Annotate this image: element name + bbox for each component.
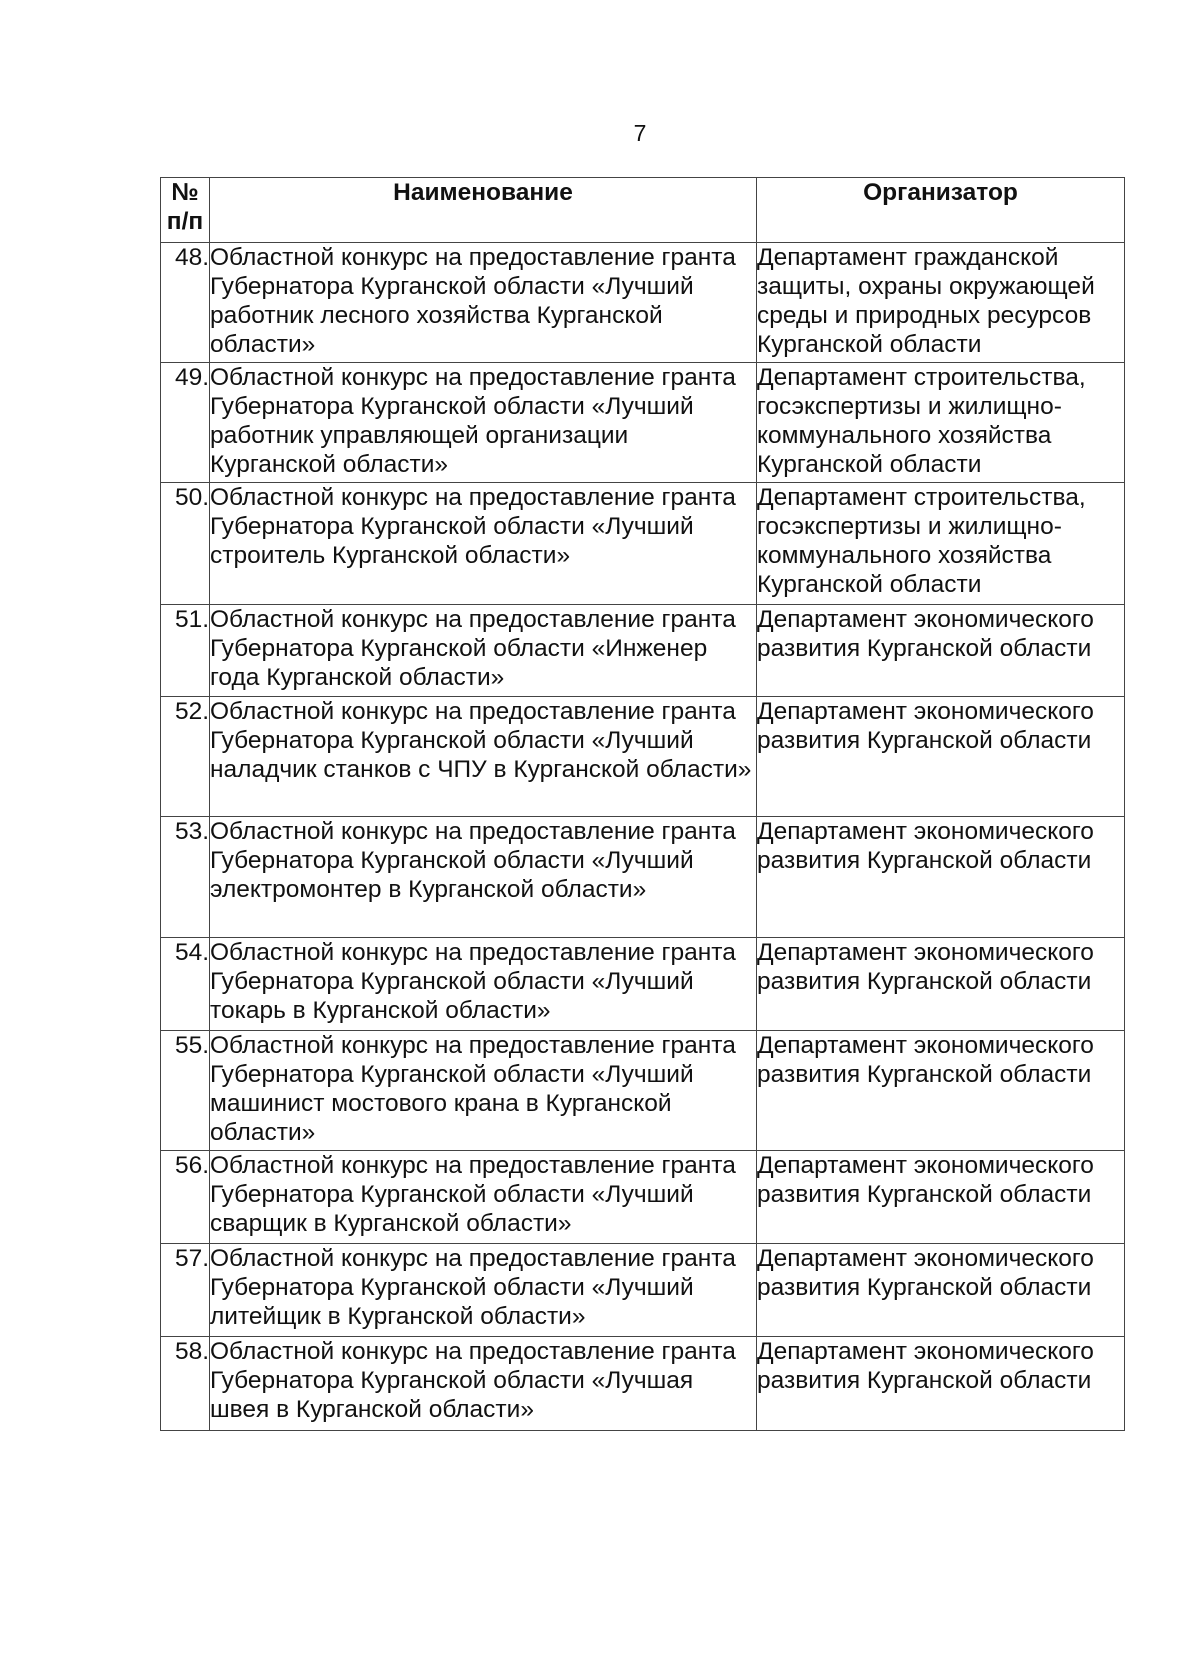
row-organizer: Департамент экономического развития Курганской области (757, 605, 1125, 697)
header-organizer: Организатор (757, 178, 1125, 243)
page-number: 7 (633, 120, 647, 146)
table-row (161, 1244, 1125, 1337)
row-organizer: Департамент экономического развития Курганской области (757, 697, 1125, 817)
row-name: Областной конкурс на предоставление гранта Губернатора Курганской области «Лучший наладчик станков с ЧПУ в Курганской области» (210, 697, 757, 817)
header-number: № п/п (161, 178, 210, 243)
row-number: 58. (161, 1337, 210, 1431)
row-name: Областной конкурс на предоставление гранта Губернатора Курганской области «Лучший работник управляющей организации Курганской области» (210, 363, 757, 483)
table-row (161, 1031, 1125, 1151)
row-number: 57. (161, 1244, 210, 1337)
table-row (161, 483, 1125, 605)
row-name: Областной конкурс на предоставление гранта Губернатора Курганской области «Лучший сварщик в Курганской области» (210, 1151, 757, 1244)
row-organizer: Департамент гражданской защиты, охраны окружающей среды и природных ресурсов Курганской области (757, 243, 1125, 363)
row-organizer: Департамент экономического развития Курганской области (757, 938, 1125, 1031)
row-organizer: Департамент экономического развития Курганской области (757, 1031, 1125, 1151)
row-name: Областной конкурс на предоставление гранта Губернатора Курганской области «Лучший работник лесного хозяйства Курганской области» (210, 243, 757, 363)
row-number: 54. (161, 938, 210, 1031)
table-row (161, 938, 1125, 1031)
row-name: Областной конкурс на предоставление гранта Губернатора Курганской области «Лучший токарь в Курганской области» (210, 938, 757, 1031)
row-organizer: Департамент экономического развития Курганской области (757, 1337, 1125, 1431)
row-name: Областной конкурс на предоставление гранта Губернатора Курганской области «Лучший электромонтер в Курганской области» (210, 817, 757, 938)
row-number: 55. (161, 1031, 210, 1151)
row-name: Областной конкурс на предоставление гранта Губернатора Курганской области «Лучший литейщик в Курганской области» (210, 1244, 757, 1337)
row-number: 48. (161, 243, 210, 363)
row-organizer: Департамент строительства, госэкспертизы и жилищно-коммунального хозяйства Курганской области (757, 363, 1125, 483)
row-organizer: Департамент экономического развития Курганской области (757, 1244, 1125, 1337)
table-row (161, 1337, 1125, 1431)
contests-table (160, 177, 1125, 1431)
row-name: Областной конкурс на предоставление гранта Губернатора Курганской области «Инженер года Курганской области» (210, 605, 757, 697)
row-organizer: Департамент экономического развития Курганской области (757, 817, 1125, 938)
row-name: Областной конкурс на предоставление гранта Губернатора Курганской области «Лучший машинист мостового крана в Курганской области» (210, 1031, 757, 1151)
row-number: 49. (161, 363, 210, 483)
row-name: Областной конкурс на предоставление гранта Губернатора Курганской области «Лучший строитель Курганской области» (210, 483, 757, 605)
row-organizer: Департамент экономического развития Курганской области (757, 1151, 1125, 1244)
table-row (161, 243, 1125, 363)
table-row (161, 817, 1125, 938)
row-number: 56. (161, 1151, 210, 1244)
table-row (161, 697, 1125, 817)
row-number: 50. (161, 483, 210, 605)
row-name: Областной конкурс на предоставление гранта Губернатора Курганской области «Лучшая швея в Курганской области» (210, 1337, 757, 1431)
row-organizer: Департамент строительства, госэкспертизы и жилищно-коммунального хозяйства Курганской области (757, 483, 1125, 605)
row-number: 53. (161, 817, 210, 938)
header-name: Наименование (210, 178, 757, 243)
table-row (161, 605, 1125, 697)
table-row (161, 363, 1125, 483)
row-number: 52. (161, 697, 210, 817)
table-header-row (161, 178, 1125, 243)
row-number: 51. (161, 605, 210, 697)
table-row (161, 1151, 1125, 1244)
